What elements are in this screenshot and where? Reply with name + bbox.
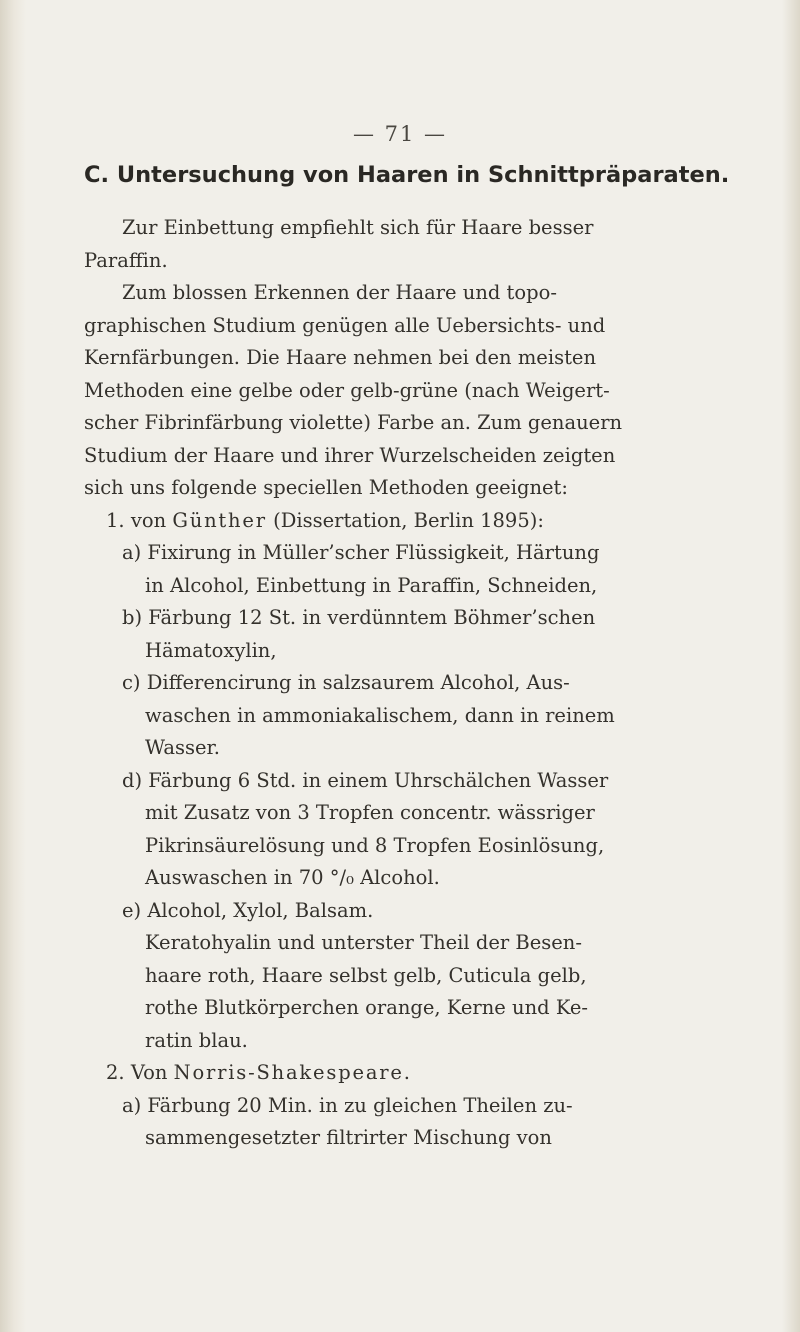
result-line: ratin blau. [145,1029,248,1052]
result-line: Keratohyalin und unterster Theil der Besen- [145,931,582,954]
list-item: a) Färbung 20 Min. in zu gleichen Theilen zu- [122,1094,573,1117]
method-number: 1. [106,509,125,532]
list-item: c) Differencirung in salzsaurem Alcohol, Aus- [122,671,570,694]
list-item-cont: waschen in ammoniakalischem, dann in reinem [145,704,615,727]
list-item-cont: Pikrinsäurelösung und 8 Tropfen Eosinlösung, [145,834,605,857]
list-item-cont: in Alcohol, Einbettung in Paraffin, Schneiden, [145,574,598,597]
list-item-cont: Auswaschen in 70 °/₀ Alcohol. [145,866,440,889]
method-1-line: 1. von Günther (Dissertation, Berlin 1895): [106,509,544,532]
list-item: e) Alcohol, Xylol, Balsam. [122,899,374,922]
text-line: Kernfärbungen. Die Haare nehmen bei den meisten [84,346,597,369]
text-line: sich uns folgende speciellen Methoden geeignet: [84,476,568,499]
list-item-cont: Wasser. [145,736,220,759]
list-item: a) Fixirung in Müller’scher Flüssigkeit, Härtung [122,541,600,564]
list-item-cont: mit Zusatz von 3 Tropfen concentr. wässriger [145,801,595,824]
text-line: Methoden eine gelbe oder gelb-grüne (nach Weigert- [84,379,610,402]
text-line: Paraffin. [84,249,168,272]
text-line: Zur Einbettung empfiehlt sich für Haare besser [122,216,594,239]
result-line: haare roth, Haare selbst gelb, Cuticula gelb, [145,964,587,987]
list-item: d) Färbung 6 Std. in einem Uhrschälchen Wasser [122,769,609,792]
citation: (Dissertation, Berlin 1895): [266,509,544,532]
list-item-cont: sammengesetzter filtrirter Mischung von [145,1126,552,1149]
text-line: graphischen Studium genügen alle Uebersichts- und [84,314,606,337]
method-2-line: 2. Von Norris-Shakespeare. [106,1061,412,1084]
author-name: Norris-Shakespeare. [173,1061,412,1084]
text-line: Zum blossen Erkennen der Haare und topo- [122,281,557,304]
result-line: rothe Blutkörperchen orange, Kerne und Ke- [145,996,588,1019]
text-line: scher Fibrinfärbung violette) Farbe an. Zum genauern [84,411,623,434]
author-name: Günther [172,509,267,532]
list-item-cont: Hämatoxylin, [145,639,277,662]
text-line: Studium der Haare und ihrer Wurzelscheiden zeigten [84,444,616,467]
page-number: — 71 — [352,122,448,146]
method-number: 2. [106,1061,125,1084]
section-heading: C. Untersuchung von Haaren in Schnittpräparaten. [84,162,730,188]
list-item: b) Färbung 12 St. in verdünntem Böhmer’schen [122,606,596,629]
